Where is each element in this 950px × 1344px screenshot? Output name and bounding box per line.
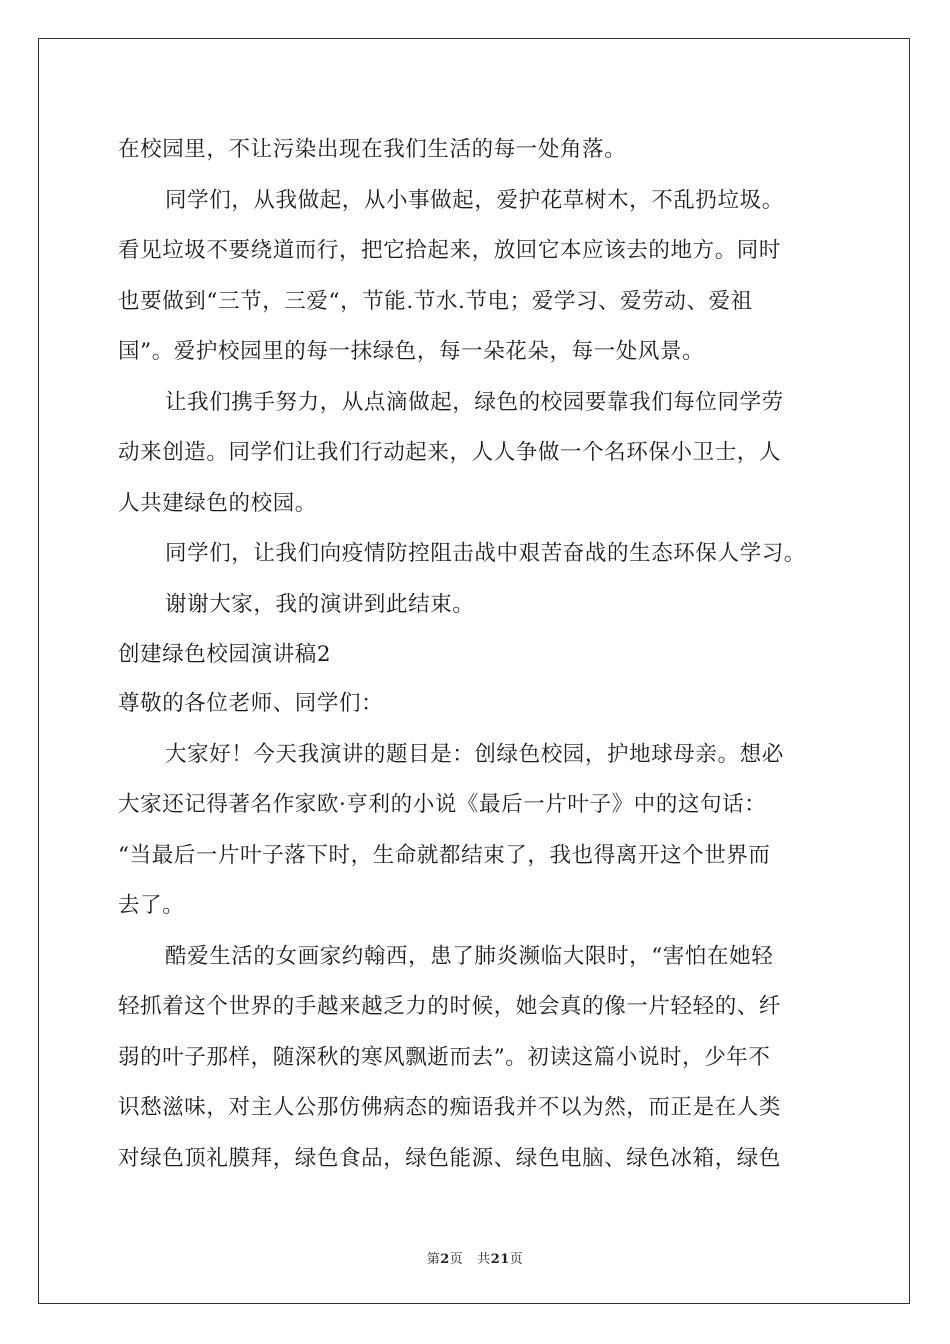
footer-page-unit: 页 [449,1252,464,1267]
text-line: 同学们，从我做起，从小事做起，爱护花草树木，不乱扔垃圾。 [165,187,784,213]
text-line: 弱的叶子那样，随深秋的寒风飘逝而去”。初读这篇小说时，少年不 [118,1044,771,1070]
text-line: 动来创造。同学们让我们行动起来，人人争做一个名环保小卫士，人 [118,440,782,465]
text-line: 看见垃圾不要绕道而行，把它拾起来，放回它本应该去的地方。同时 [118,238,782,263]
text-line: 谢谢大家，我的演讲到此结束。 [165,591,475,617]
text-line: 大家好！今天我演讲的题目是：创绿色校园，护地球母亲。想必 [165,741,784,767]
text-line: 酷爱生活的女画家约翰西，患了肺炎濒临大限时，“害怕在她轻 [165,943,774,969]
text-line: 也要做到“三节，三爱“，节能.节水.节电；爱学习、爱劳动、爱祖 [118,288,753,314]
footer-prefix: 第 [426,1252,441,1267]
footer-total-pages: 21 [490,1252,510,1267]
footer-total-prefix: 共 [477,1252,491,1267]
text-line: 让我们携手努力，从点滴做起，绿色的校园要靠我们每位同学劳 [165,389,784,415]
section-heading: 创建绿色校园演讲稿2 [118,642,332,667]
text-line: 人共建绿色的校园。 [118,490,317,516]
text-line: 国”。爱护校园里的每一抹绿色，每一朵花朵，每一处风景。 [118,339,705,364]
text-line: 轻抓着这个世界的手越来越乏力的时候，她会真的像一片轻轻的、纤 [118,994,782,1019]
text-line: 同学们，让我们向疫情防控阻击战中艰苦奋战的生态环保人学习。 [165,541,806,566]
footer-total-unit: 页 [509,1252,524,1267]
text-line: “当最后一片叶子落下时，生命就都结束了，我也得离开这个世界而 [118,842,771,868]
text-line: 在校园里，不让污染出现在我们生活的每一处角落。 [118,137,627,162]
document-body [118,125,840,1184]
text-line: 去了。 [118,893,185,918]
text-line: 识愁滋味，对主人公那仿佛病态的痴语我并不以为然，而正是在人类 [118,1095,782,1120]
text-line: 对绿色顶礼膜拜，绿色食品，绿色能源、绿色电脑、绿色冰箱，绿色 [118,1145,782,1171]
footer-page-number: 2 [440,1252,450,1267]
page-footer [0,1248,950,1267]
salutation: 尊敬的各位老师、同学们： [118,691,384,716]
text-line: 大家还记得著名作家欧·亨利的小说《最后一片叶子》中的这句话： [118,792,767,817]
